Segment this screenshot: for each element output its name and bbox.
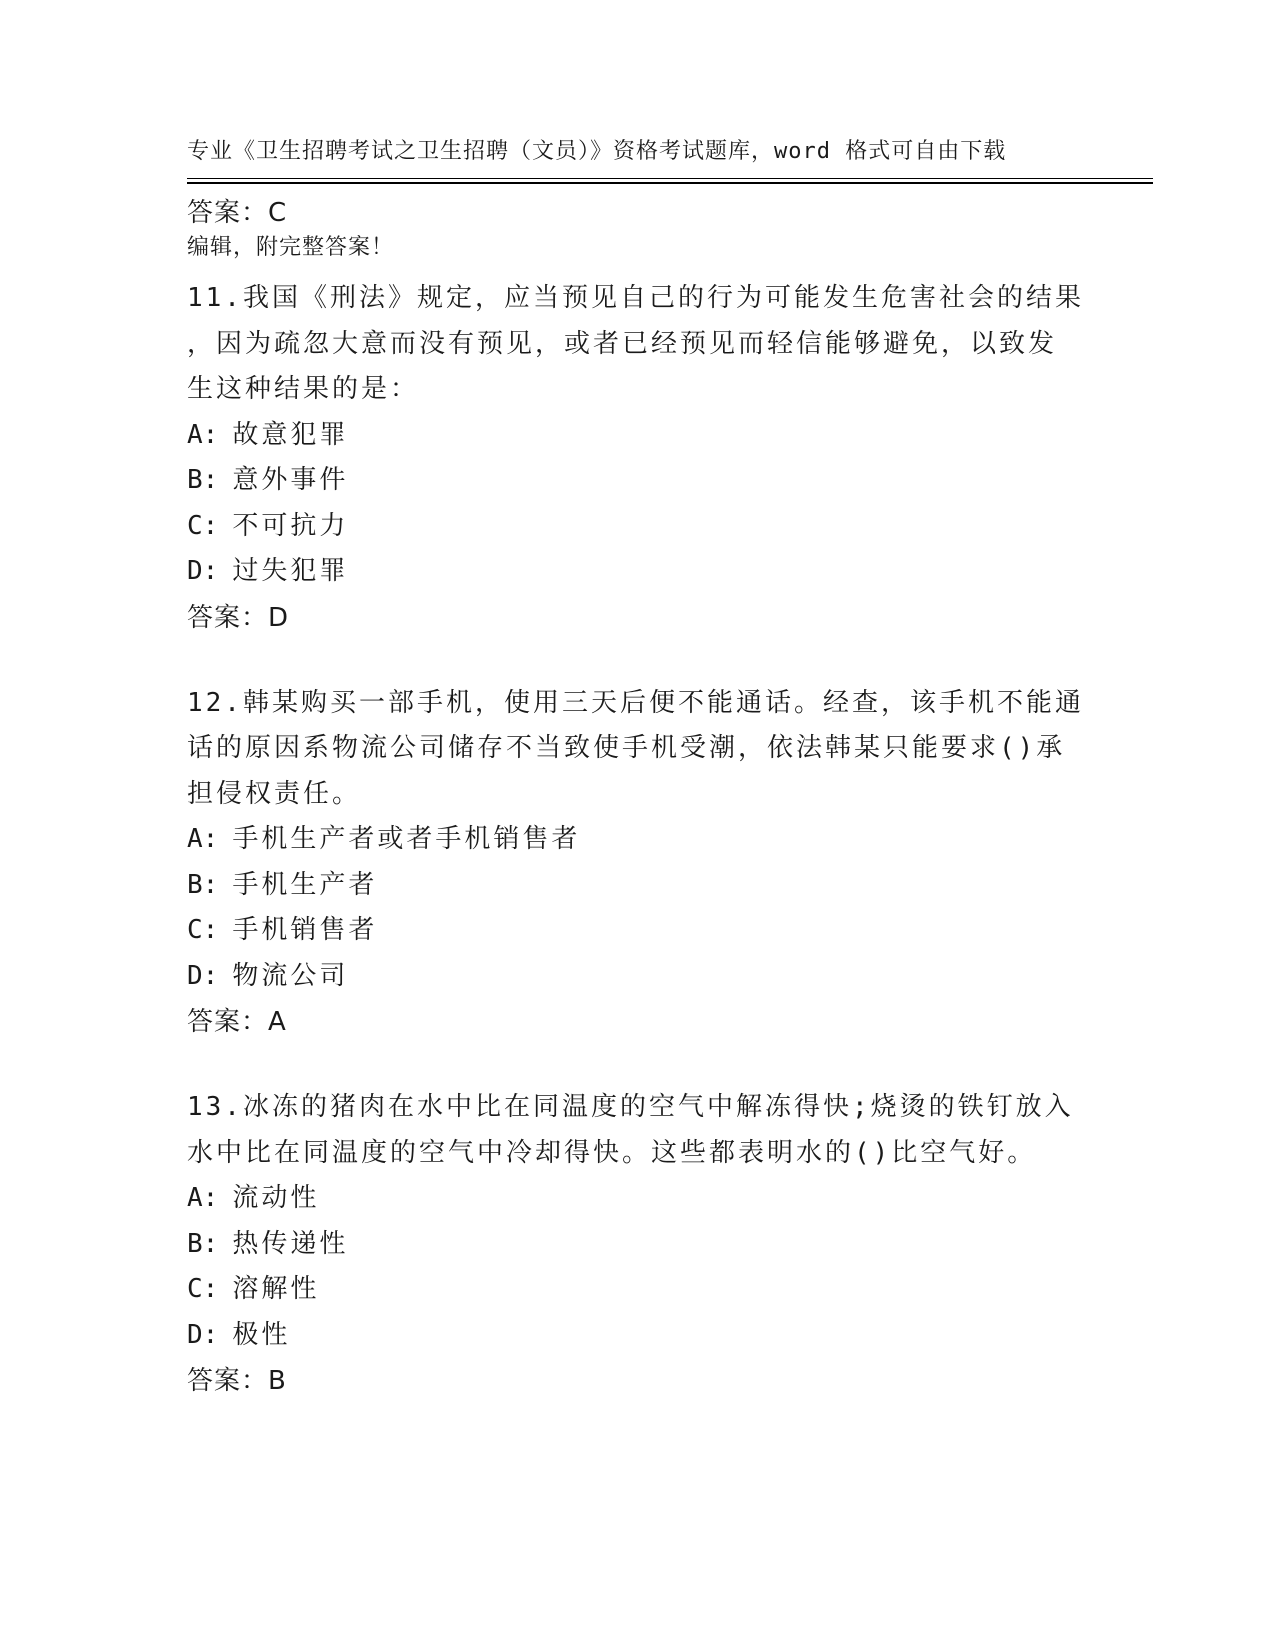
option-d <box>187 549 1087 595</box>
option-a <box>187 817 1087 863</box>
option-text: 极性 <box>232 1319 291 1350</box>
question-list <box>187 190 1087 1404</box>
option-d <box>187 954 1087 1000</box>
option-a <box>187 413 1087 459</box>
header-line-2: 编辑，附完整答案！ <box>187 235 395 260</box>
question-stem-line: 担侵权责任。 <box>187 778 362 809</box>
option-b <box>187 1222 1087 1268</box>
option-letter: D: <box>187 960 219 991</box>
previous-answer: 答案：C <box>187 198 288 228</box>
option-text: 故意犯罪 <box>232 419 349 450</box>
question-12 <box>187 681 1087 818</box>
answer-13: 答案：B <box>187 1366 287 1396</box>
option-text: 流动性 <box>232 1183 320 1213</box>
option-text: 热传递性 <box>232 1228 349 1259</box>
option-text: 过失犯罪 <box>232 556 349 586</box>
option-letter: C: <box>187 1274 219 1304</box>
question-stem-line: 12.韩某购买一部手机，使用三天后便不能通话。经查，该手机不能通 <box>187 687 1084 718</box>
option-d <box>187 1313 1087 1359</box>
option-c <box>187 908 1087 954</box>
header-divider-thick <box>187 182 1153 184</box>
option-letter: D: <box>187 556 219 586</box>
option-b <box>187 458 1087 504</box>
question-stem-line: 生这种结果的是： <box>187 374 420 404</box>
option-letter: B: <box>187 1228 219 1259</box>
question-11 <box>187 276 1087 413</box>
question-stem-line: 话的原因系物流公司储存不当致使手机受潮，依法韩某只能要求()承 <box>187 733 1066 763</box>
answer-12: 答案：A <box>187 1007 287 1037</box>
answer-11: 答案：D <box>187 602 290 633</box>
option-letter: A: <box>187 824 219 854</box>
option-text: 不可抗力 <box>232 510 349 541</box>
option-c <box>187 504 1087 550</box>
header-line-1: 专业《卫生招聘考试之卫生招聘（文员）》资格考试题库，word 格式可自由下载 <box>187 139 1007 164</box>
option-letter: B: <box>187 869 219 900</box>
option-letter: A: <box>187 1183 219 1213</box>
option-text: 手机生产者或者手机销售者 <box>232 824 581 854</box>
option-text: 溶解性 <box>232 1274 320 1304</box>
option-text: 手机生产者 <box>232 869 378 900</box>
option-text: 手机销售者 <box>232 915 378 945</box>
option-c <box>187 1267 1087 1313</box>
option-letter: D: <box>187 1319 219 1350</box>
option-letter: B: <box>187 465 219 495</box>
option-text: 物流公司 <box>232 960 349 991</box>
option-b <box>187 863 1087 909</box>
question-stem-line: 水中比在同温度的空气中冷却得快。这些都表明水的()比空气好。 <box>187 1137 1037 1168</box>
option-letter: C: <box>187 510 219 541</box>
option-letter: C: <box>187 915 219 945</box>
option-a <box>187 1176 1087 1222</box>
question-stem-line: 11.我国《刑法》规定，应当预见自己的行为可能发生危害社会的结果 <box>187 283 1084 313</box>
question-stem-line: 13.冰冻的猪肉在水中比在同温度的空气中解冻得快;烧烫的铁钉放入 <box>187 1092 1074 1122</box>
header-divider-thin <box>187 178 1153 179</box>
option-letter: A: <box>187 419 219 450</box>
question-13 <box>187 1085 1087 1176</box>
question-stem-line: ，因为疏忽大意而没有预见，或者已经预见而轻信能够避免，以致发 <box>187 328 1058 359</box>
option-text: 意外事件 <box>232 465 349 495</box>
